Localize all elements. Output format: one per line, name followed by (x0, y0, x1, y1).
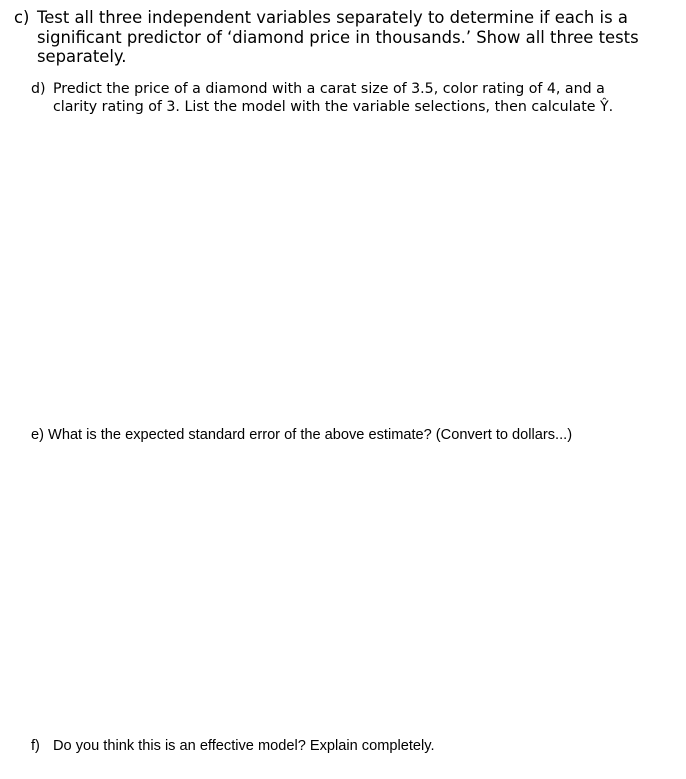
question-f-text: Do you think this is an effective model? Explain completely. (53, 738, 435, 754)
question-c-label: c) (14, 8, 30, 27)
question-d-text: Predict the price of a diamond with a carat size of 3.5, color rating of 4, and a clarity rating of 3. List the model with the variable selections, then calculate Ŷ. (53, 81, 614, 115)
question-e (31, 427, 631, 445)
question-e-text (31, 427, 631, 445)
question-f (31, 737, 651, 755)
question-d (31, 81, 651, 116)
question-c-text: Test all three independent variables separately to determine if each is a significant predictor of ‘diamond price in thousands.’ Show all three tests separately. (37, 8, 639, 66)
question-e-label: e) (31, 427, 44, 443)
question-d-label: d) (31, 81, 46, 97)
question-e-body: What is the expected standard error of the above estimate? (Convert to dollars...) (48, 427, 573, 443)
question-f-label: f) (31, 738, 40, 754)
question-c (14, 8, 674, 67)
